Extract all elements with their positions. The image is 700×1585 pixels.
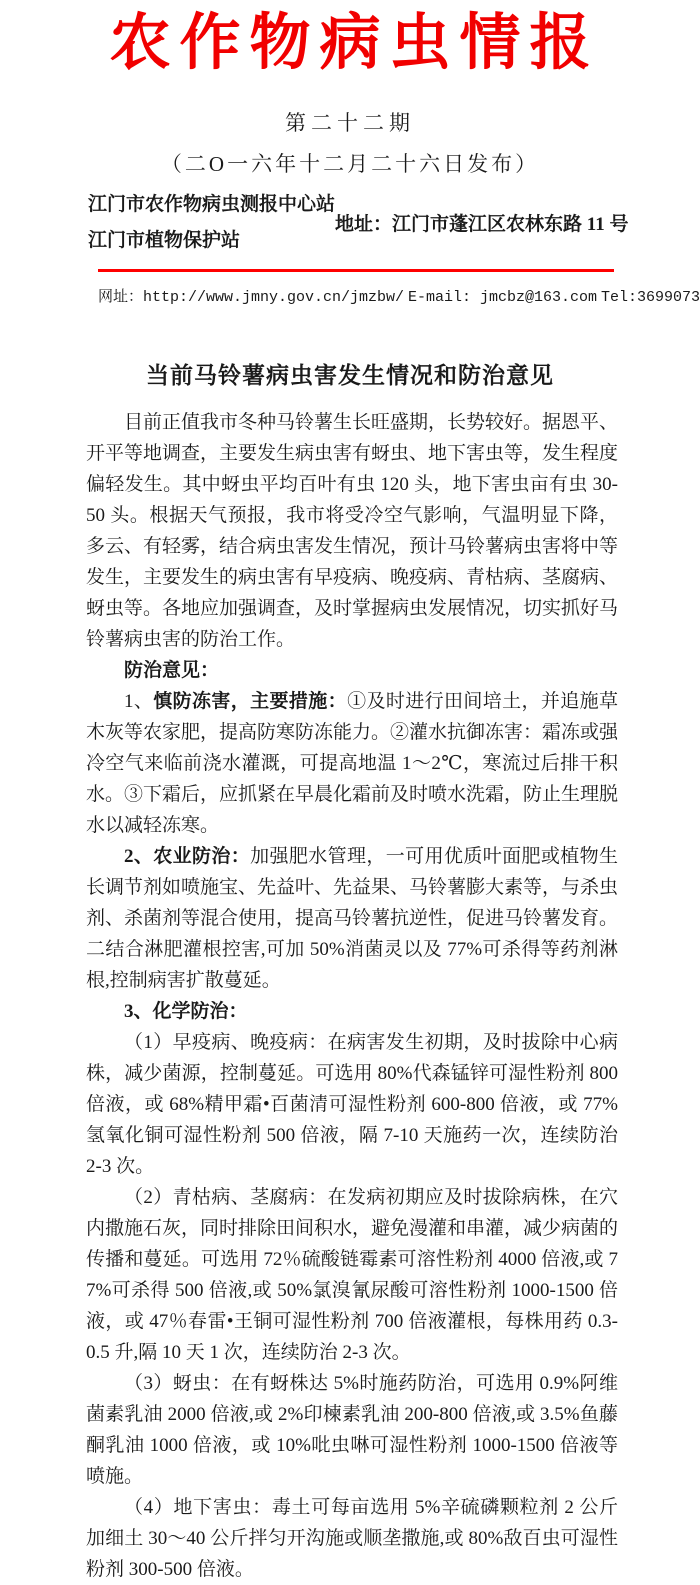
paragraph-agricultural-control [86, 841, 618, 996]
tel-text: Tel:3699073 [600, 288, 700, 306]
paragraph-wilt-rot-control [86, 1182, 618, 1368]
article-title: 当前马铃薯病虫害发生情况和防治意见 [146, 362, 554, 388]
contact-row [0, 285, 700, 306]
paragraph-frost-prevention [86, 686, 618, 841]
heading-chemical-control [86, 996, 618, 1027]
masthead-title: 农作物病虫情报 [109, 10, 600, 77]
org-name-primary: 江门市农作物病虫测报中心站 [88, 193, 336, 215]
red-divider-line [98, 269, 614, 272]
paragraph-text: （1）早疫病、晚疫病：在病害发生初期，及时拔除中心病株，减少菌源，控制蔓延。可选用 80%代森锰锌可湿性粉剂 800 倍液，或 68%精甲霜•百菌清可湿性粉剂 600-800 倍液，或 77%氢氧化铜可湿性粉剂 500 倍液，隔 7-10 天施药一次，连续防治 2-3 次。 [86, 1031, 618, 1177]
paragraph-lead: 防治意见： [124, 659, 220, 681]
paragraph-situation [86, 407, 618, 655]
paragraph-lead: 2、农业防治： [124, 845, 251, 867]
paragraph-text: （3）蚜虫：在有蚜株达 5%时施药防治，可选用 0.9%阿维菌素乳油 2000 倍液,或 2%印楝素乳油 200-800 倍液,或 3.5%鱼藤酮乳油 1000 倍液，或 10%吡虫啉可湿性粉剂 1000-1500 倍液等喷施。 [86, 1372, 618, 1487]
publish-date: （二O一六年十二月二十六日发布） [160, 151, 540, 176]
paragraph-text: （4）地下害虫：毒土可每亩选用 5%辛硫磷颗粒剂 2 公斤加细土 30～40 公斤拌匀开沟施或顺垄撒施,或 80%敌百虫可湿性粉剂 300-500 倍液。 [86, 1496, 618, 1580]
paragraph-text: 目前正值我市冬种马铃薯生长旺盛期，长势较好。据恩平、开平等地调查，主要发生病虫害有蚜虫、地下害虫等，发生程度偏轻发生。其中蚜虫平均百叶有虫 120 头，地下害虫亩有虫 30-50 头。根据天气预报，我市将受冷空气影响，气温明显下降，多云、有轻雾，结合病虫害发生情况，预计马铃薯病虫害将中等发生，主要发生的病虫害有早疫病、晚疫病、青枯病、茎腐病、蚜虫等。各地应加强调查，及时掌握病虫发展情况，切实抓好马铃薯病虫害的防治工作。 [86, 411, 619, 650]
paragraph-lead: 慎防冻害，主要措施： [153, 690, 348, 712]
article-body [0, 407, 700, 1585]
paragraph-text: （2）青枯病、茎腐病：在发病初期应及时拔除病株，在穴内撒施石灰，同时排除田间积水，避免漫灌和串灌，减少病菌的传播和蔓延。可选用 72％硫酸链霉素可溶性粉剂 4000 倍液,或 77%可杀得 500 倍液,或 50%氯溴氰尿酸可溶性粉剂 1000-1500 倍液，或 47％春雷•王铜可湿性粉剂 700 倍液灌根，每株用药 0.3-0.5 升,隔 10 天 1 次，连续防治 2-3 次。 [86, 1186, 619, 1363]
paragraph-lead: 3、化学防治： [124, 1000, 248, 1022]
paragraph-blight-control [86, 1027, 618, 1182]
paragraph-prefix: 1、 [124, 690, 154, 712]
org-address-row [0, 187, 700, 259]
org-address: 地址：江门市蓬江区农林东路 11 号 [335, 214, 629, 236]
email-text: E-mail: jmcbz@163.com [407, 288, 598, 306]
website-text: 网址：http://www.jmny.gov.cn/jmzbw/ [98, 288, 405, 306]
paragraph-aphid-control [86, 1368, 618, 1492]
issue-number: 第二十二期 [285, 110, 415, 135]
paragraph-underground-pest-control [86, 1492, 618, 1585]
paragraph-text: 加强肥水管理，一可用优质叶面肥或植物生长调节剂如喷施宝、先益叶、先益果、马铃薯膨大素等，与杀虫剂、杀菌剂等混合使用，提高马铃薯抗逆性，促进马铃薯发育。二结合淋肥灌根控害,可加 50%消菌灵以及 77%可杀得等药剂淋根,控制病害扩散蔓延。 [86, 845, 619, 991]
org-name-secondary: 江门市植物保护站 [88, 229, 241, 251]
paragraph-text: ①及时进行田间培土，并追施草木灰等农家肥，提高防寒防冻能力。②灌水抗御冻害：霜冻或强冷空气来临前浇水灌溉，可提高地温 1～2℃，寒流过后排干积水。③下霜后，应抓紧在早晨化霜前及时喷水洗霜，防止生理脱水以减轻冻寒。 [86, 690, 619, 836]
org-names [88, 187, 335, 259]
heading-control-advice [86, 655, 618, 686]
